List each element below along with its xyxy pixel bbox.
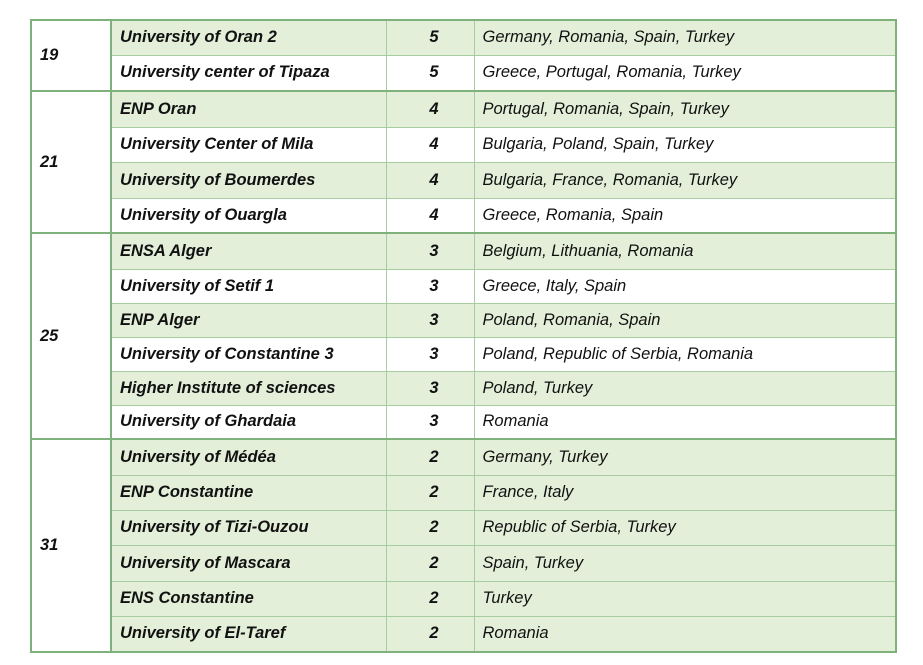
partner-countries: France, Italy [474,475,896,510]
partner-countries: Bulgaria, France, Romania, Turkey [474,162,896,198]
partner-count: 5 [386,20,474,55]
university-name: ENSA Alger [111,233,386,269]
table-row [31,162,896,198]
university-name: ENS Constantine [111,581,386,616]
partner-count: 3 [386,405,474,439]
table-row [31,581,896,616]
partner-count: 2 [386,510,474,545]
table-row [31,371,896,405]
university-name: ENP Alger [111,303,386,337]
rank-cell: 21 [31,91,111,233]
table-row [31,337,896,371]
table-row [31,198,896,233]
partner-countries: Romania [474,616,896,652]
rank-cell: 31 [31,439,111,652]
partner-countries: Turkey [474,581,896,616]
table-row [31,91,896,127]
rank-cell: 19 [31,20,111,91]
partner-countries: Romania [474,405,896,439]
partner-count: 2 [386,616,474,652]
partner-count: 2 [386,545,474,581]
partner-countries: Poland, Turkey [474,371,896,405]
partner-countries: Portugal, Romania, Spain, Turkey [474,91,896,127]
table-row [31,127,896,162]
university-name: University of Boumerdes [111,162,386,198]
university-name: University of Médéa [111,439,386,475]
university-name: ENP Oran [111,91,386,127]
partner-count: 5 [386,55,474,91]
partner-countries: Greece, Romania, Spain [474,198,896,233]
university-name: University of Tizi-Ouzou [111,510,386,545]
table-row [31,233,896,269]
partner-countries: Republic of Serbia, Turkey [474,510,896,545]
university-name: University of El-Taref [111,616,386,652]
partner-countries: Poland, Republic of Serbia, Romania [474,337,896,371]
university-name: University Center of Mila [111,127,386,162]
partner-count: 2 [386,439,474,475]
partner-count: 4 [386,127,474,162]
table-row [31,439,896,475]
partner-countries: Germany, Turkey [474,439,896,475]
university-name: Higher Institute of sciences [111,371,386,405]
partner-count: 4 [386,91,474,127]
partner-countries: Belgium, Lithuania, Romania [474,233,896,269]
table-row [31,55,896,91]
partner-count: 3 [386,269,474,303]
university-name: ENP Constantine [111,475,386,510]
university-name: University of Oran 2 [111,20,386,55]
partner-count: 3 [386,233,474,269]
table-row [31,475,896,510]
university-ranking-table [30,19,897,653]
table-row [31,303,896,337]
university-name: University of Ouargla [111,198,386,233]
partner-count: 2 [386,581,474,616]
table-row [31,545,896,581]
rank-cell: 25 [31,233,111,439]
university-name: University of Setif 1 [111,269,386,303]
university-name: University of Constantine 3 [111,337,386,371]
partner-count: 3 [386,303,474,337]
partner-countries: Spain, Turkey [474,545,896,581]
partner-count: 3 [386,337,474,371]
table-row [31,269,896,303]
partner-count: 2 [386,475,474,510]
partner-countries: Greece, Italy, Spain [474,269,896,303]
table-row [31,510,896,545]
partner-countries: Greece, Portugal, Romania, Turkey [474,55,896,91]
partner-count: 4 [386,198,474,233]
partner-countries: Bulgaria, Poland, Spain, Turkey [474,127,896,162]
partner-count: 4 [386,162,474,198]
table-row [31,616,896,652]
university-name: University center of Tipaza [111,55,386,91]
table-row [31,20,896,55]
table-row [31,405,896,439]
partner-countries: Poland, Romania, Spain [474,303,896,337]
university-name: University of Mascara [111,545,386,581]
partner-count: 3 [386,371,474,405]
university-name: University of Ghardaia [111,405,386,439]
partner-countries: Germany, Romania, Spain, Turkey [474,20,896,55]
